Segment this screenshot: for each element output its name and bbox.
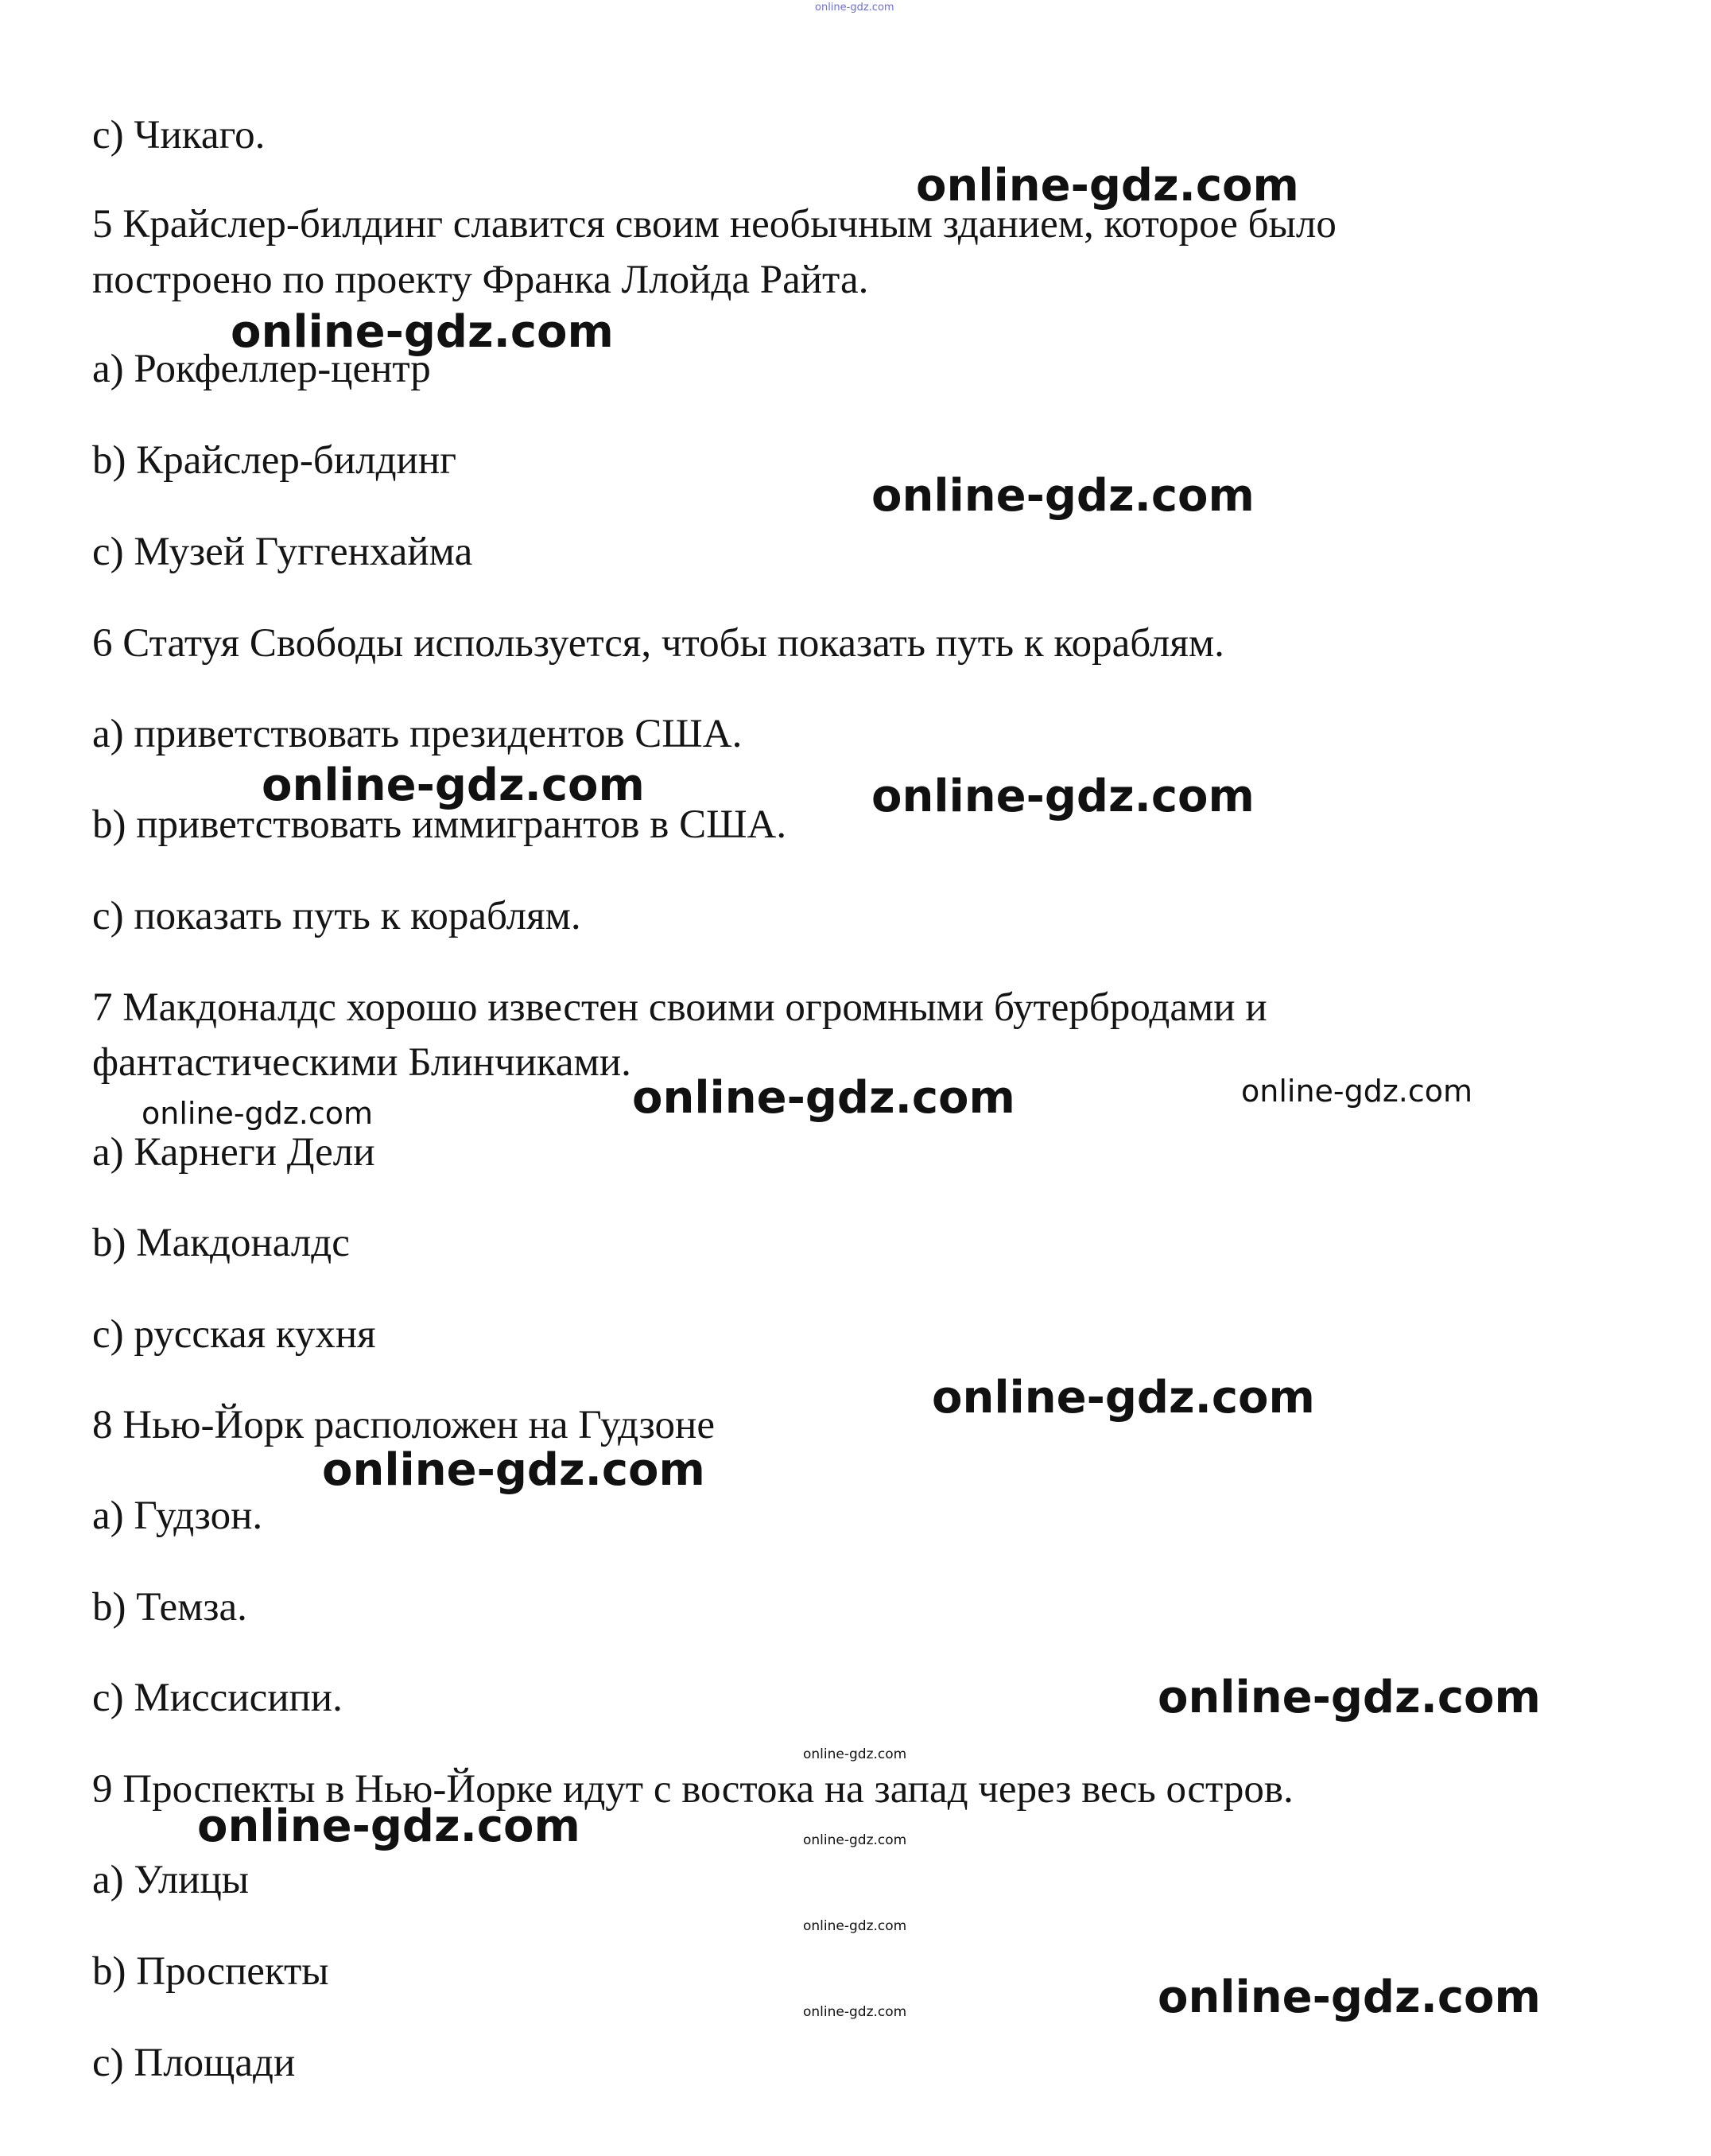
answer-6c: c) показать путь к кораблям. xyxy=(92,894,581,938)
watermark: online-gdz.com xyxy=(262,759,645,811)
header-watermark: online-gdz.com xyxy=(815,2,894,14)
answer-5c: c) Музей Гуггенхайма xyxy=(92,530,473,574)
watermark: online-gdz.com xyxy=(1241,1074,1473,1109)
watermark: online-gdz.com xyxy=(632,1072,1015,1124)
watermark: online-gdz.com xyxy=(803,1746,907,1762)
question-9: 9 Проспекты в Нью-Йорке идут с востока на запад через весь остров. xyxy=(92,1767,1294,1812)
question-5-line-2: построено по проекту Франка Ллойда Райта. xyxy=(92,258,869,302)
answer-5b: b) Крайслер-билдинг xyxy=(92,438,457,483)
question-7-line-2: фантастическими Блинчиками. xyxy=(92,1040,631,1085)
watermark: online-gdz.com xyxy=(916,160,1299,212)
watermark: online-gdz.com xyxy=(871,470,1255,522)
watermark: online-gdz.com xyxy=(871,771,1255,822)
watermark: online-gdz.com xyxy=(803,1918,907,1934)
answer-7b: b) Макдоналдс xyxy=(92,1221,350,1265)
watermark: online-gdz.com xyxy=(142,1096,374,1131)
answer-9b: b) Проспекты xyxy=(92,1949,329,1994)
answer-9c: c) Площади xyxy=(92,2041,296,2085)
answer-8b: b) Темза. xyxy=(92,1585,247,1630)
answer-8a: a) Гудзон. xyxy=(92,1494,263,1538)
watermark: online-gdz.com xyxy=(803,2004,907,2020)
answer-6a: a) приветствовать президентов США. xyxy=(92,712,743,756)
answer-7a: a) Карнеги Дели xyxy=(92,1130,375,1175)
answer-6b: b) приветствовать иммигрантов в США. xyxy=(92,802,787,847)
question-7-line-1: 7 Макдоналдс хорошо известен своими огромными бутербродами и xyxy=(92,985,1267,1030)
watermark: online-gdz.com xyxy=(1158,1971,1541,2023)
watermark: online-gdz.com xyxy=(803,1832,907,1848)
watermark: online-gdz.com xyxy=(197,1801,580,1852)
answer-9a: a) Улицы xyxy=(92,1858,250,1902)
watermark: online-gdz.com xyxy=(932,1372,1315,1424)
watermark: online-gdz.com xyxy=(231,306,614,358)
answer-7c: c) русская кухня xyxy=(92,1312,376,1357)
answer-4c: c) Чикаго. xyxy=(92,113,266,157)
watermark: online-gdz.com xyxy=(1158,1672,1541,1723)
question-5-line-1: 5 Крайслер-билдинг славится своим необычным зданием, которое было xyxy=(92,202,1337,247)
answer-8c: c) Миссисипи. xyxy=(92,1676,343,1720)
question-6: 6 Статуя Свободы используется, чтобы показать путь к кораблям. xyxy=(92,621,1224,666)
watermark: online-gdz.com xyxy=(322,1444,705,1496)
question-8: 8 Нью-Йорк расположен на Гудзоне xyxy=(92,1403,715,1447)
answer-5a: a) Рокфеллер-центр xyxy=(92,347,431,391)
